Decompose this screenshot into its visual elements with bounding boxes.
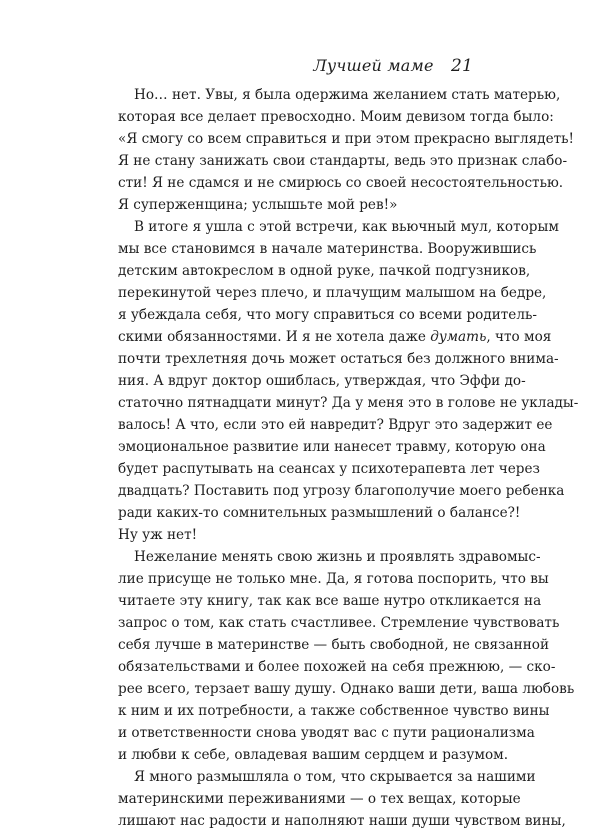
text-line: лие присуще не только мне. Да, я готова поспорить, что вы: [118, 571, 549, 587]
text-line: детским автокреслом в одной руке, пачкой подгузников,: [118, 263, 531, 279]
text-line: [118, 326, 552, 348]
text-line: двадцать? Поставить под угрозу благополучие моего ребенка: [118, 483, 565, 499]
emphasized-word: думать: [430, 329, 487, 345]
text-line: я убеждала себя, что могу справиться со всеми родитель-: [118, 307, 537, 323]
text-line: которая все делает превосходно. Моим девизом тогда было:: [118, 109, 554, 125]
text-line: В итоге я ушла с этой встречи, как вьючный мул, которым: [134, 219, 559, 235]
text-line: рее всего, терзает вашу душу. Однако ваши дети, ваша любовь: [118, 681, 575, 697]
text-segment: , что моя: [486, 329, 552, 345]
text-segment: скими обязанностями. И я не хотела даже: [118, 329, 431, 345]
text-line: к ним и их потребности, а также собственное чувство вины: [118, 703, 550, 719]
text-line: эмоциональное развитие или нанесет травму, которую она: [118, 439, 546, 455]
text-line: и любви к себе, овладевая вашим сердцем и разумом.: [118, 747, 509, 763]
text-line: Я не стану занижать свои стандарты, ведь это признак слабо-: [118, 153, 568, 169]
text-line: ради каких-то сомнительных размышлений о балансе?!: [118, 505, 521, 521]
text-line: запрос о том, как стать счастливее. Стремление чувствовать: [118, 615, 560, 631]
running-header: [313, 56, 473, 76]
text-line: сти! Я не сдамся и не смирюсь со своей несостоятельностью.: [118, 175, 564, 191]
text-line: Я много размышляла о том, что скрывается за нашими: [134, 769, 536, 785]
text-line: обязательствами и более похожей на себя прежнюю, — ско-: [118, 659, 556, 675]
text-line: статочно пятнадцати минут? Да у меня это в голове не уклады-: [118, 395, 579, 411]
text-line: Я суперженщина; услышьте мой рев!»: [118, 197, 398, 213]
text-line: «Я смогу со всем справиться и при этом прекрасно выглядеть!: [118, 131, 575, 147]
body-text: [118, 84, 579, 832]
text-line: будет распутывать на сеансах у психотерапевта лет через: [118, 461, 540, 477]
text-line: мы все становимся в начале материнства. Вооружившись: [118, 241, 537, 257]
text-line: Нежелание менять свою жизнь и проявлять здравомыс-: [134, 549, 541, 565]
text-line: почти трехлетняя дочь может остаться без должного внима-: [118, 351, 559, 367]
text-line: и ответственности снова уводят вас с пути рационализма: [118, 725, 535, 741]
text-line: себя лучше в материнстве — быть свободной, не связанной: [118, 637, 550, 653]
text-line: Ну уж нет!: [118, 527, 198, 543]
text-line: материнскими переживаниями — о тех вещах, которые: [118, 791, 521, 807]
text-line: читаете эту книгу, так как все ваше нутро откликается на: [118, 593, 542, 609]
page-number: 21: [450, 56, 473, 76]
text-line: валось! А что, если это ей навредит? Вдруг это задержит ее: [118, 417, 553, 433]
text-line: ния. А вдруг доктор ошиблась, утверждая, что Эффи до-: [118, 373, 526, 389]
text-line: перекинутой через плечо, и плачущим малышом на бедре,: [118, 285, 547, 301]
text-line: Но… нет. Увы, я была одержима желанием стать матерью,: [134, 87, 561, 103]
running-header-title: Лучшей маме: [313, 56, 434, 75]
text-line: лишают нас радости и наполняют наши души чувством вины,: [118, 813, 566, 829]
